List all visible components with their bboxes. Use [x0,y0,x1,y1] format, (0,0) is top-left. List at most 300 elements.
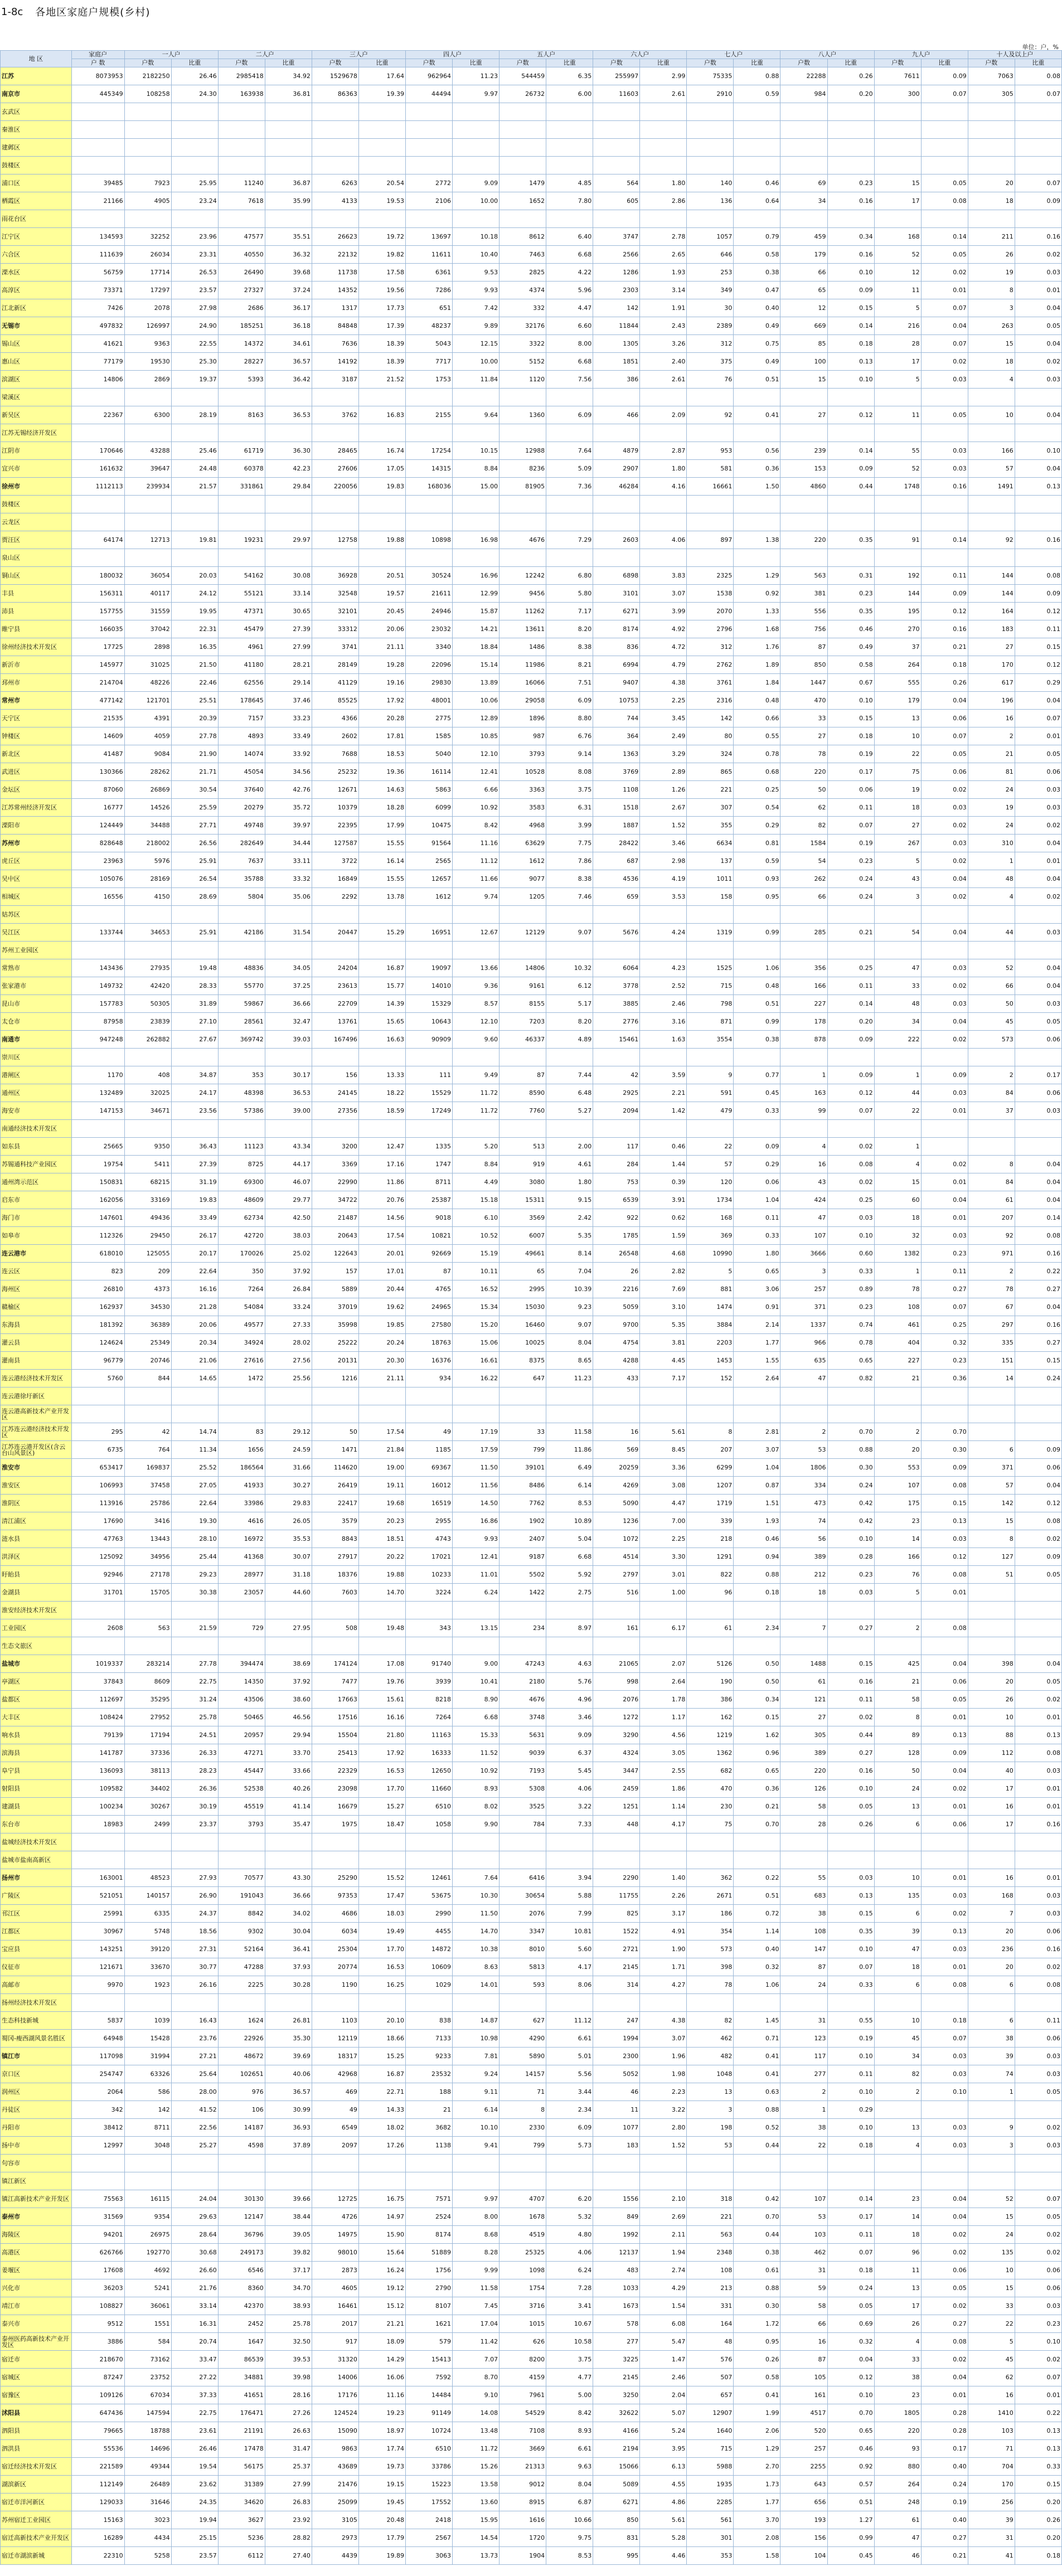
cell-ratio: 20.10 [358,2012,405,2030]
cell-count: 33 [500,1423,546,1441]
cell-ratio: 0.02 [921,2226,968,2244]
cell-count: 6361 [405,264,452,282]
cell-count: 314 [593,1976,640,1994]
cell-count: 353 [687,2547,734,2565]
cell-count: 74 [780,1512,827,1530]
cell-ratio: 19.68 [358,1495,405,1512]
cell-ratio: 8.93 [546,2422,593,2440]
cell-count: 10821 [405,1227,452,1245]
cell-count: 7264 [218,1280,265,1298]
cell-ratio: 36.57 [265,2083,312,2101]
cell-count [500,906,546,924]
table-row [1,620,1062,638]
region-name: 海安市 [1,1102,72,1120]
cell-ratio: 37.93 [265,1958,312,1976]
cell-ratio: 6.68 [453,1709,500,1726]
table-row [1,2083,1062,2101]
region-name: 连云港高新技术产业开发区 [1,1405,72,1423]
cell-count: 5748 [124,1923,171,1941]
cell-ratio: 0.20 [827,1013,874,1031]
cell-count: 209 [124,1263,171,1280]
cell-ratio: 26.46 [171,2440,218,2458]
cell-ratio: 7.86 [546,852,593,870]
cell-ratio: 0.13 [1015,478,1061,496]
cell-ratio [921,1637,968,1655]
cell-ratio: 10.85 [453,727,500,745]
cell-ratio: 14.70 [453,1923,500,1941]
cell-count: 220 [780,1762,827,1780]
cell-ratio: 17.92 [358,1744,405,1762]
cell-count: 479 [687,1102,734,1120]
header-group: 八人户 [780,51,874,59]
cell-ratio: 0.40 [921,2458,968,2476]
cell-count: 26034 [124,246,171,264]
cell-ratio: 15.14 [453,656,500,674]
cell-ratio: 0.46 [640,1138,687,1156]
cell-ratio: 2.61 [640,85,687,103]
cell-ratio: 0.05 [921,1691,968,1709]
cell-count: 17021 [405,1548,452,1566]
table-row [1,228,1062,246]
cell-ratio: 15.64 [358,2244,405,2262]
cell-ratio: 2.21 [640,1084,687,1102]
cell-ratio: 18.84 [453,638,500,656]
cell-ratio: 11.23 [546,1370,593,1388]
cell-count: 11738 [312,264,358,282]
region-name: 睢宁县 [1,620,72,638]
cell-count: 6300 [124,406,171,424]
cell-count [312,1120,358,1138]
cell-ratio: 26.53 [171,264,218,282]
table-title: 各地区家庭户规模(乡村) [35,7,151,18]
header-region: 地 区 [1,51,72,67]
cell-count: 16333 [405,1744,452,1762]
cell-ratio: 13.15 [453,1619,500,1637]
cell-count: 91564 [405,835,452,852]
cell-count: 3939 [405,1673,452,1691]
cell-ratio [265,139,312,157]
cell-count: 7193 [500,1762,546,1780]
cell-ratio: 0.03 [1015,2297,1061,2315]
cell-count: 2094 [593,1102,640,1120]
cell-ratio: 0.41 [734,2048,780,2065]
cell-count: 2459 [593,1780,640,1798]
cell-count: 27178 [124,1566,171,1584]
cell-count: 16460 [500,1316,546,1334]
cell-count: 11611 [405,246,452,264]
cell-count: 7717 [405,353,452,371]
cell-count: 20 [968,1673,1015,1691]
cell-ratio: 15.06 [453,1334,500,1352]
cell-count: 6034 [312,1923,358,1941]
region-name: 泰兴市 [1,2315,72,2333]
cell-ratio: 0.02 [921,1780,968,1798]
cell-ratio: 6.49 [546,1459,593,1477]
cell-ratio: 0.18 [1015,2547,1061,2565]
cell-ratio [827,121,874,139]
cell-count [500,549,546,567]
cell-count: 1720 [500,2529,546,2547]
cell-ratio [1015,549,1061,567]
cell-count: 195 [874,603,921,620]
cell-count: 38113 [124,1762,171,1780]
cell-ratio [171,103,218,121]
cell-count: 919 [500,1156,546,1173]
cell-ratio: 0.23 [827,1298,874,1316]
cell-ratio: 29.83 [265,1495,312,1512]
cell-count [124,121,171,139]
cell-ratio: 17.04 [453,2315,500,2333]
cell-ratio [453,513,500,531]
cell-ratio: 4.77 [546,2369,593,2386]
cell-ratio: 0.11 [827,2226,874,2244]
cell-ratio: 0.04 [921,1013,968,1031]
region-name: 盐城经济技术开发区 [1,1833,72,1851]
cell-count [687,424,734,442]
cell-count: 92669 [405,1245,452,1263]
cell-ratio: 0.19 [827,745,874,763]
cell-ratio: 17.54 [358,1423,405,1441]
cell-ratio: 0.04 [1015,835,1061,852]
cell-count: 2 [968,1066,1015,1084]
cell-ratio: 9.09 [546,1726,593,1744]
cell-count: 27 [874,817,921,835]
cell-ratio: 0.19 [827,835,874,852]
cell-households: 132489 [71,1084,124,1102]
cell-count: 188 [405,2083,452,2101]
cell-ratio: 2.23 [640,2083,687,2101]
cell-ratio: 36.17 [265,299,312,317]
cell-count: 61719 [218,442,265,460]
cell-households: 22310 [71,2547,124,2565]
cell-ratio: 8.97 [546,1619,593,1637]
cell-count: 2325 [687,567,734,585]
cell-ratio: 15.29 [358,924,405,942]
cell-ratio: 1.68 [734,620,780,638]
cell-count: 4676 [500,531,546,549]
cell-count: 135 [874,1887,921,1905]
cell-ratio: 0.69 [827,2315,874,2333]
table-row [1,1994,1062,2012]
cell-ratio: 22.46 [171,674,218,692]
cell-ratio: 2.74 [640,2262,687,2279]
cell-ratio: 1.51 [734,1495,780,1512]
cell-ratio: 0.08 [1015,1512,1061,1530]
cell-count: 32176 [500,317,546,335]
cell-ratio: 10.30 [453,1887,500,1905]
cell-count: 3769 [593,763,640,781]
region-name: 东台市 [1,1816,72,1833]
cell-ratio: 2.87 [640,442,687,460]
cell-ratio [1015,513,1061,531]
cell-count: 117 [780,2048,827,2065]
cell-count: 62734 [218,1209,265,1227]
cell-ratio: 0.03 [921,799,968,817]
cell-count: 30 [687,299,734,317]
table-row [1,2404,1062,2422]
cell-count: 569 [593,1441,640,1459]
cell-count: 8 [687,1423,734,1441]
cell-ratio: 0.92 [827,2458,874,2476]
cell-ratio: 2.75 [546,1584,593,1602]
cell-count: 57 [968,460,1015,478]
cell-count [500,1637,546,1655]
cell-count: 156 [312,1066,358,1084]
cell-count: 9 [968,2119,1015,2137]
cell-ratio: 0.10 [827,1780,874,1798]
cell-count: 11660 [405,1780,452,1798]
cell-ratio: 33.11 [265,852,312,870]
cell-ratio [358,1833,405,1851]
cell-households: 38412 [71,2119,124,2137]
cell-count: 24 [968,2226,1015,2244]
cell-count: 448 [593,1816,640,1833]
cell-count: 459 [780,228,827,246]
cell-ratio: 34.87 [171,1066,218,1084]
table-row [1,1477,1062,1495]
cell-ratio: 34.05 [265,959,312,977]
region-name: 新沂市 [1,656,72,674]
cell-households: 36203 [71,2279,124,2297]
cell-count: 44 [874,1084,921,1102]
cell-ratio: 7.33 [546,1816,593,1833]
cell-ratio [453,2172,500,2190]
cell-ratio: 15.26 [453,2458,500,2476]
cell-ratio: 33.23 [265,710,312,727]
cell-ratio: 7.45 [453,2297,500,2315]
cell-count: 1205 [500,888,546,906]
cell-ratio: 19.73 [358,2458,405,2476]
cell-count: 107 [780,2190,827,2208]
cell-ratio: 0.19 [827,2030,874,2048]
cell-count: 4879 [593,442,640,460]
cell-count: 15529 [405,1084,452,1102]
cell-ratio [734,1994,780,2012]
table-row [1,2101,1062,2119]
cell-ratio: 0.02 [921,977,968,995]
cell-count: 76 [874,1566,921,1584]
cell-ratio [265,389,312,406]
cell-count [780,103,827,121]
cell-count: 14975 [312,2226,358,2244]
cell-ratio [827,1120,874,1138]
cell-ratio: 1.99 [734,2404,780,2422]
cell-ratio: 19.49 [358,1923,405,1941]
cell-ratio [546,1833,593,1851]
cell-ratio [734,1388,780,1405]
cell-ratio: 0.05 [1015,2083,1061,2101]
cell-count: 10 [874,727,921,745]
table-row [1,977,1062,995]
cell-count: 2452 [218,2315,265,2333]
cell-count: 1029 [405,1976,452,1994]
cell-count: 657 [687,2386,734,2404]
cell-ratio: 0.38 [734,1031,780,1049]
cell-count: 7961 [500,2386,546,2404]
cell-count: 2985418 [218,67,265,85]
cell-count: 4150 [124,888,171,906]
cell-ratio: 0.66 [734,710,780,727]
cell-count: 32622 [593,2404,640,2422]
cell-count: 1652 [500,192,546,210]
cell-count: 4598 [218,2137,265,2155]
cell-count: 31025 [124,656,171,674]
cell-count: 2566 [593,246,640,264]
cell-count: 102651 [218,2065,265,2083]
cell-ratio: 0.20 [1015,2529,1061,2547]
cell-count: 63326 [124,2065,171,2083]
cell-count: 85 [780,335,827,353]
cell-count: 67 [968,1298,1015,1316]
cell-count: 4905 [124,192,171,210]
cell-count: 73162 [124,2351,171,2369]
cell-count: 1616 [500,2511,546,2529]
cell-count: 987 [500,727,546,745]
cell-count [405,1388,452,1405]
cell-ratio: 0.02 [827,1173,874,1191]
cell-ratio [358,2155,405,2172]
cell-ratio: 27.71 [171,817,218,835]
cell-households: 163001 [71,1869,124,1887]
cell-ratio: 0.27 [921,1280,968,1298]
cell-ratio: 17.79 [358,2529,405,2547]
cell-count: 584 [124,2333,171,2351]
cell-ratio: 5.88 [546,1887,593,1905]
cell-households: 124624 [71,1334,124,1352]
cell-ratio: 26.90 [171,1887,218,1905]
cell-households: 77179 [71,353,124,371]
cell-count: 1486 [500,638,546,656]
cell-ratio: 0.08 [921,1619,968,1637]
cell-ratio [921,1049,968,1066]
table-row [1,2476,1062,2493]
table-row [1,1780,1062,1798]
cell-count [593,121,640,139]
cell-count: 49748 [218,817,265,835]
cell-ratio [453,1388,500,1405]
cell-ratio: 23.57 [171,282,218,299]
cell-ratio: 20.22 [358,1548,405,1566]
cell-count: 12671 [312,781,358,799]
cell-count: 4765 [405,1280,452,1298]
cell-count: 54529 [500,2404,546,2422]
table-row [1,1298,1062,1316]
cell-ratio: 15.55 [358,870,405,888]
cell-ratio: 27.22 [171,2369,218,2386]
cell-ratio: 1.54 [640,2297,687,2315]
cell-count: 33786 [405,2458,452,2476]
cell-count: 16114 [405,763,452,781]
cell-count: 375 [687,353,734,371]
cell-count: 49577 [218,1316,265,1334]
cell-ratio: 3.46 [640,835,687,852]
header-count: 户数 [312,59,358,67]
cell-ratio: 1.52 [640,817,687,835]
cell-households: 161632 [71,460,124,478]
cell-count [593,1120,640,1138]
cell-count: 12129 [500,924,546,942]
cell-ratio: 15.90 [358,2226,405,2244]
cell-count: 1362 [687,1744,734,1762]
cell-ratio: 24.59 [265,1441,312,1459]
cell-count: 168036 [405,478,452,496]
region-name: 江北新区 [1,299,72,317]
cell-ratio: 4.22 [546,264,593,282]
cell-count: 4692 [124,2262,171,2279]
cell-count: 2418 [405,2511,452,2529]
table-row [1,174,1062,192]
cell-count: 4366 [312,710,358,727]
cell-count: 482 [687,2048,734,2065]
cell-count: 14192 [312,353,358,371]
cell-count: 3716 [500,2297,546,2315]
cell-ratio [546,139,593,157]
region-name: 江苏连云港开发区(含云台山风景区) [1,1441,72,1459]
cell-count [405,549,452,567]
region-name: 江宁区 [1,228,72,246]
cell-ratio [546,549,593,567]
cell-count: 178 [780,1013,827,1031]
cell-count [218,1994,265,2012]
cell-count: 3250 [593,2386,640,2404]
cell-ratio: 8.04 [546,2476,593,2493]
cell-households: 147153 [71,1102,124,1120]
cell-count: 6898 [593,567,640,585]
cell-count: 13443 [124,1530,171,1548]
cell-count [874,1049,921,1066]
cell-ratio: 9.75 [546,2529,593,2547]
cell-count: 2316 [687,692,734,710]
cell-count: 13611 [500,620,546,638]
cell-count: 7688 [312,745,358,763]
cell-ratio: 18.39 [358,335,405,353]
cell-count: 10528 [500,763,546,781]
cell-ratio: 0.10 [827,371,874,389]
cell-ratio: 8.45 [640,1441,687,1459]
cell-ratio: 0.12 [827,1084,874,1102]
cell-ratio: 11.84 [453,371,500,389]
cell-ratio: 0.03 [921,995,968,1013]
cell-ratio: 1.04 [734,1459,780,1477]
header-group: 三人户 [312,51,405,59]
cell-count [405,1851,452,1869]
cell-ratio: 0.42 [734,2190,780,2208]
region-name: 灌云县 [1,1334,72,1352]
cell-count: 5040 [405,745,452,763]
cell-ratio: 5.61 [640,2511,687,2529]
cell-count: 22395 [312,817,358,835]
cell-ratio: 4.80 [546,2226,593,2244]
cell-ratio: 0.01 [921,1173,968,1191]
table-row [1,460,1062,478]
cell-ratio: 4.92 [640,620,687,638]
cell-count: 966 [780,1334,827,1352]
cell-count: 27 [780,1709,827,1726]
cell-ratio: 0.87 [734,1477,780,1495]
cell-ratio: 44.60 [265,1584,312,1602]
cell-ratio: 0.03 [1015,264,1061,282]
cell-ratio: 0.03 [1015,799,1061,817]
cell-ratio: 25.27 [171,2137,218,2155]
cell-ratio: 7.28 [546,2279,593,2297]
cell-count [874,906,921,924]
table-row [1,1352,1062,1370]
cell-count: 4 [874,1156,921,1173]
cell-ratio [171,496,218,513]
cell-ratio [546,1405,593,1423]
region-name: 扬州市 [1,1869,72,1887]
cell-count: 16679 [312,1798,358,1816]
